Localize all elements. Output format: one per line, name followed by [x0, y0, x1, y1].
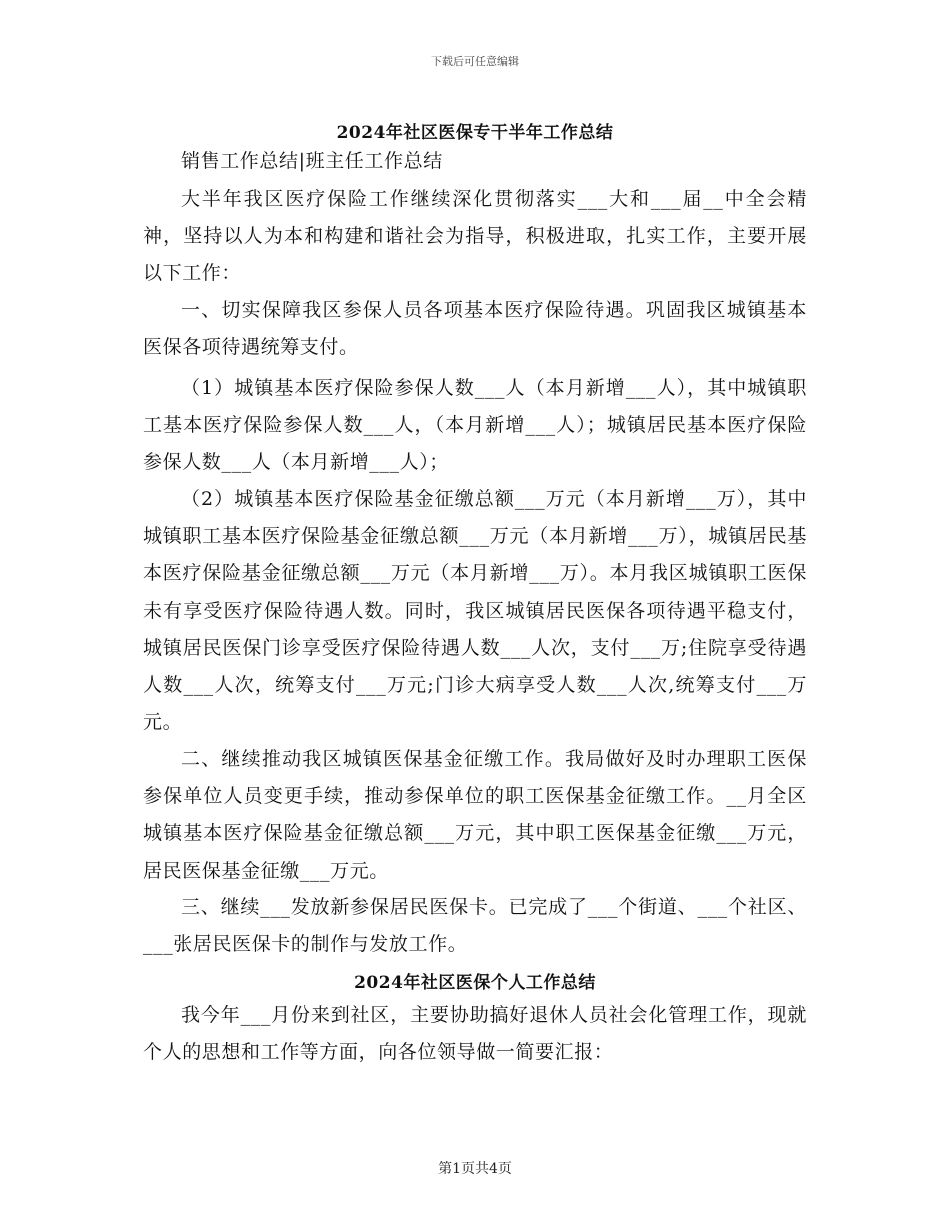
paragraph-item-1: （1）城镇基本医疗保险参保人数___人（本月新增___人），其中城镇职工基本医疗保险参保人数___人，（本月新增___人）；城镇居民基本医疗保险参保人数___人（本月新增___人）；	[143, 377, 807, 474]
header-note: 下载后可任意编辑	[431, 55, 519, 68]
paragraph-personal-intro: 我今年___月份来到社区，主要协助搞好退休人员社会化管理工作，现就个人的思想和工作等方面，向各位领导做一简要汇报：	[143, 1004, 807, 1064]
page-footer: 第1页共4页	[438, 1161, 512, 1177]
document-title: 2024年社区医保专干半年工作总结	[336, 123, 614, 143]
paragraph-intro: 大半年我区医疗保险工作继续深化贯彻落实___大和___届__中全会精神，坚持以人为本和构建和谐社会为指导，积极进取，扎实工作，主要开展以下工作：	[143, 188, 807, 285]
second-document-title: 2024年社区医保个人工作总结	[354, 973, 596, 993]
paragraph-section-2: 二、继续推动我区城镇医保基金征缴工作。我局做好及时办理职工医保参保单位人员变更手续，推动参保单位的职工医保基金征缴工作。__月全区城镇基本医疗保险基金征缴总额___万元，其中职工医保基金征缴___万元，居民医保基金征缴___万元。	[143, 748, 807, 882]
paragraph-item-2: （2）城镇基本医疗保险基金征缴总额___万元（本月新增___万），其中城镇职工基本医疗保险基金征缴总额___万元（本月新增___万），城镇居民基本医疗保险基金征缴总额___万元（本月新增___万）。本月我区城镇职工医保未有享受医疗保险待遇人数。同时，我区城镇居民医保各项待遇平稳支付，城镇居民医保门诊享受医疗保险待遇人数___人次，支付___万;住院享受待遇人数___人次，统筹支付___万元;门诊大病享受人数___人次,统筹支付___万元。	[143, 488, 807, 734]
paragraph-section-1: 一、切实保障我区参保人员各项基本医疗保险待遇。巩固我区城镇基本医保各项待遇统筹支付。	[143, 299, 807, 359]
paragraph-related-links: 销售工作总结|班主任工作总结	[181, 150, 443, 172]
paragraph-section-3: 三、继续___发放新参保居民医保卡。已完成了___个街道、___个社区、___张居民医保卡的制作与发放工作。	[143, 896, 807, 956]
